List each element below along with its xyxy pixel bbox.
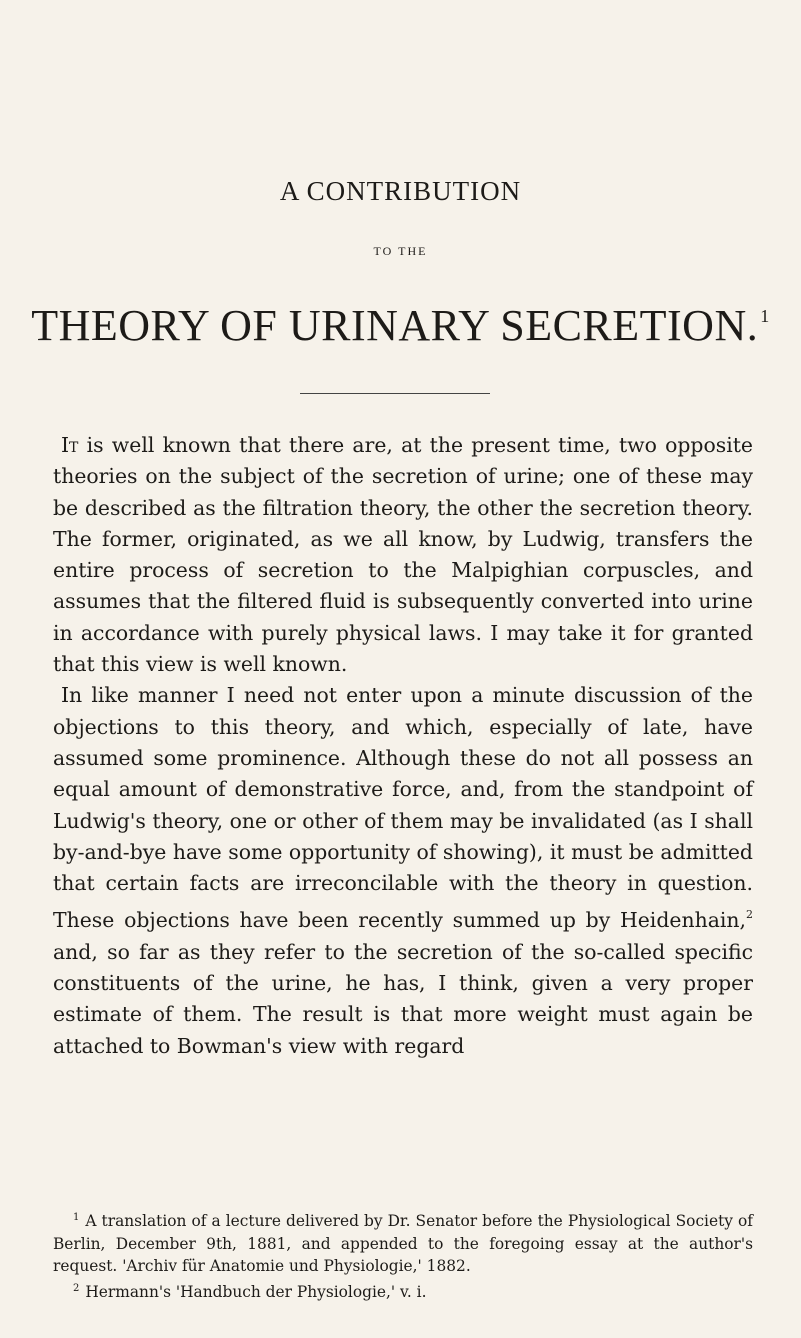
paragraph-1-text: is well known that there are, at the present time, two opposite theories on the subject of the secretion of urine; one of these may be described as the filtration theory, the other the secretion theory. The former, originated, as we all know, by Ludwig, transfers the entire process of secretion to the Malpighian corpuscles, and assumes that the filtered fluid is subsequently converted into urine in accordance with purely physical laws. I may take it for granted that this view is well known.	[53, 433, 753, 677]
connector-text: TO THE	[373, 244, 428, 258]
kicker-heading: A CONTRIBUTION	[279, 176, 522, 206]
footnote-1	[53, 1207, 753, 1278]
footnote-1-mark: 1	[73, 1212, 80, 1223]
footnote-1-text: A translation of a lecture delivered by Dr. Senator before the Physiological Society of Berlin, December 9th, 1881, and appended to the foregoing essay at the author's request. 'Archiv für Anatomie und Physiologie,' 1882.	[53, 1212, 753, 1275]
footnote-2-mark: 2	[73, 1282, 80, 1294]
title-rule	[300, 393, 490, 394]
paragraph-2	[53, 680, 753, 1062]
footnote-2-text: Hermann's 'Handbuch der Physiologie,' v. i.	[85, 1282, 427, 1301]
title-text: THEORY OF URINARY SECRETION.	[31, 301, 759, 350]
paragraph-2-text-b: and, so far as they refer to the secretion of the so-called specific constituents of the urine, he has, I think, given a very proper estimate of them. The result is that more weight must again be attached to Bowman's view with regard	[53, 939, 753, 1058]
paragraph-1-lead: It	[61, 433, 79, 457]
title-footnote-marker: 1	[760, 306, 770, 326]
footnotes	[53, 1207, 753, 1303]
page-title	[0, 300, 801, 351]
paragraph-2-text-a: In like manner I need not enter upon a minute discussion of the objections to this theory, and which, especially of late, have assumed some prominence. Although these do not all possess an equal amount of demonstrative force, and, from the standpoint of Ludwig's theory, one or other of them may be invalidated (as I shall by-and-bye have some opportunity of showing), it must be admitted that certain facts are irreconcilable with the theory in question. These objections have been recently summed up by Heidenhain,	[53, 683, 753, 933]
body-text	[53, 430, 753, 1062]
footnote-2	[53, 1278, 753, 1304]
paragraph-1	[53, 430, 753, 680]
footnote-marker-2: 2	[746, 908, 753, 922]
